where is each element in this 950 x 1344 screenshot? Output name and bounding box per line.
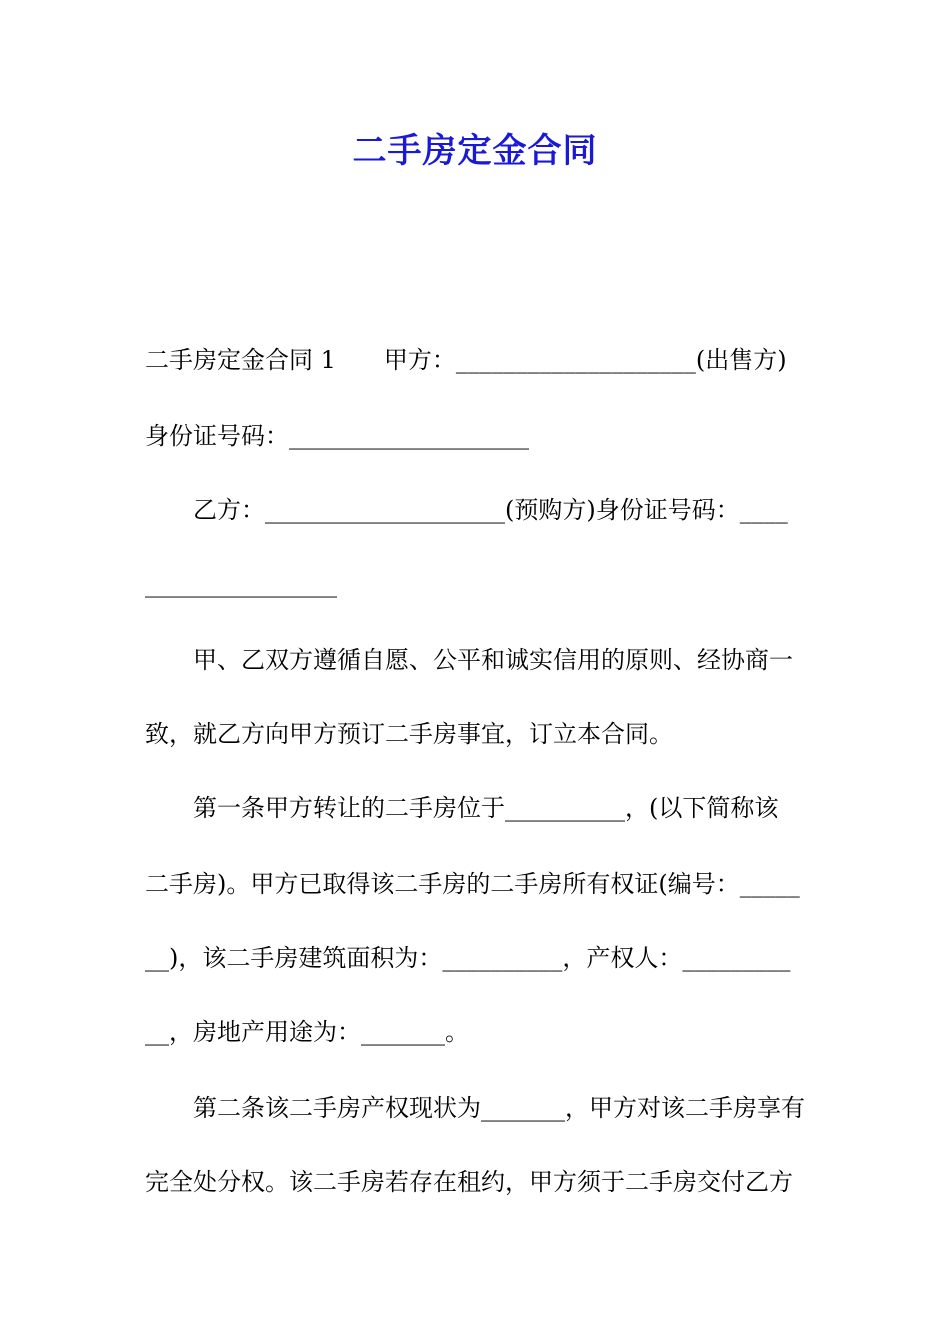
text-line-11: 第二条该二手房产权现状为_______，甲方对该二手房享有 <box>193 1094 805 1122</box>
text-line-4: ________________ <box>145 570 337 598</box>
text-line-10: __，房地产用途为：_______。 <box>145 1018 469 1046</box>
text-line-3: 乙方：____________________(预购方)身份证号码：____ <box>193 496 788 524</box>
text-line-12: 完全处分权。该二手房若存在租约，甲方须于二手房交付乙方 <box>145 1168 793 1196</box>
text-line-9: __)，该二手房建筑面积为：__________，产权人：_________ <box>145 944 791 972</box>
text-line-8: 二手房)。甲方已取得该二手房的二手房所有权证(编号：_____ <box>145 870 800 898</box>
text-line-5: 甲、乙双方遵循自愿、公平和诚实信用的原则、经协商一 <box>193 646 793 674</box>
text-line-7: 第一条甲方转让的二手房位于__________，(以下简称该 <box>193 794 779 822</box>
text-line-2: 身份证号码：____________________ <box>145 422 529 450</box>
document-title: 二手房定金合同 <box>352 131 598 171</box>
text-line-1: 二手房定金合同 1 甲方：____________________(出售方) <box>145 346 787 374</box>
text-line-6: 致，就乙方向甲方预订二手房事宜，订立本合同。 <box>145 720 673 748</box>
